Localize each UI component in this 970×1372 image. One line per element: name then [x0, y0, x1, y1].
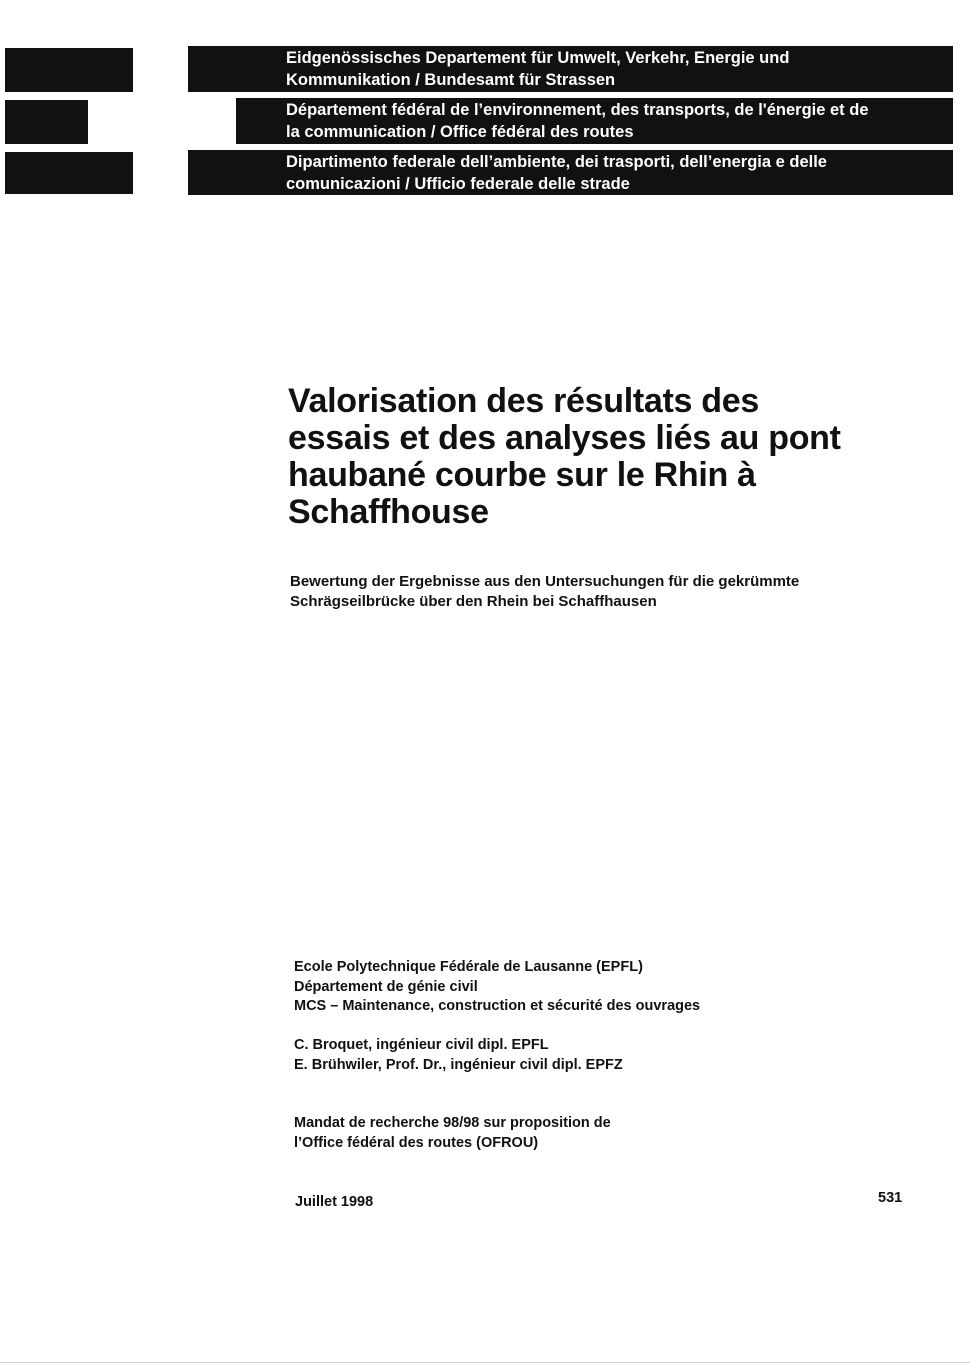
institution-line: Ecole Polytechnique Fédérale de Lausanne (EPFL)	[294, 959, 643, 975]
federal-logo-bar-top	[5, 48, 133, 92]
banner-italian-line-2: comunicazioni / Ufficio federale delle strade	[286, 175, 630, 193]
federal-logo-bar-bottom	[5, 152, 133, 194]
mandate-block	[294, 1114, 914, 1153]
institution-line: MCS – Maintenance, construction et sécurité des ouvrages	[294, 998, 701, 1014]
department-banner-french	[236, 98, 953, 144]
institution-block	[294, 958, 914, 1017]
report-subtitle-line: Bewertung der Ergebnisse aus den Untersuchungen für die gekrümmte	[290, 573, 800, 590]
author-line: C. Broquet, ingénieur civil dipl. EPFL	[294, 1037, 549, 1053]
banner-french-line-2: la communication / Office fédéral des routes	[286, 123, 634, 141]
report-title-line: Schaffhouse	[288, 493, 489, 531]
report-title-line: Valorisation des résultats des	[288, 382, 759, 420]
banner-italian-line-1: Dipartimento federale dell’ambiente, dei trasporti, dell’energia e delle	[286, 153, 827, 171]
author-line: E. Brühwiler, Prof. Dr., ingénieur civil dipl. EPFZ	[294, 1056, 623, 1073]
report-subtitle-line: Schrägseilbrücke über den Rhein bei Schaffhausen	[290, 593, 657, 610]
banner-german-line-2: Kommunikation / Bundesamt für Strassen	[286, 71, 616, 89]
authors-block	[294, 1036, 914, 1075]
federal-logo-bar-middle	[5, 100, 88, 144]
banner-french-line-1: Département fédéral de l’environnement, des transports, de l'énergie et de	[286, 101, 869, 119]
mandate-line: Mandat de recherche 98/98 sur proposition de	[294, 1115, 611, 1131]
department-banner-german	[188, 46, 953, 92]
banner-german-line-1: Eidgenössisches Departement für Umwelt, Verkehr, Energie und	[286, 49, 790, 67]
report-number: 531	[878, 1190, 903, 1206]
publication-date: Juillet 1998	[295, 1194, 374, 1210]
report-title-line: haubané courbe sur le Rhin à	[288, 456, 756, 494]
department-banner-italian	[188, 150, 953, 195]
report-title-line: essais et des analyses liés au pont	[288, 419, 841, 457]
report-subtitle	[290, 572, 930, 612]
report-title	[288, 383, 928, 531]
mandate-line: l’Office fédéral des routes (OFROU)	[294, 1134, 539, 1151]
scan-edge-line	[0, 1362, 970, 1363]
institution-line: Département de génie civil	[294, 978, 478, 995]
